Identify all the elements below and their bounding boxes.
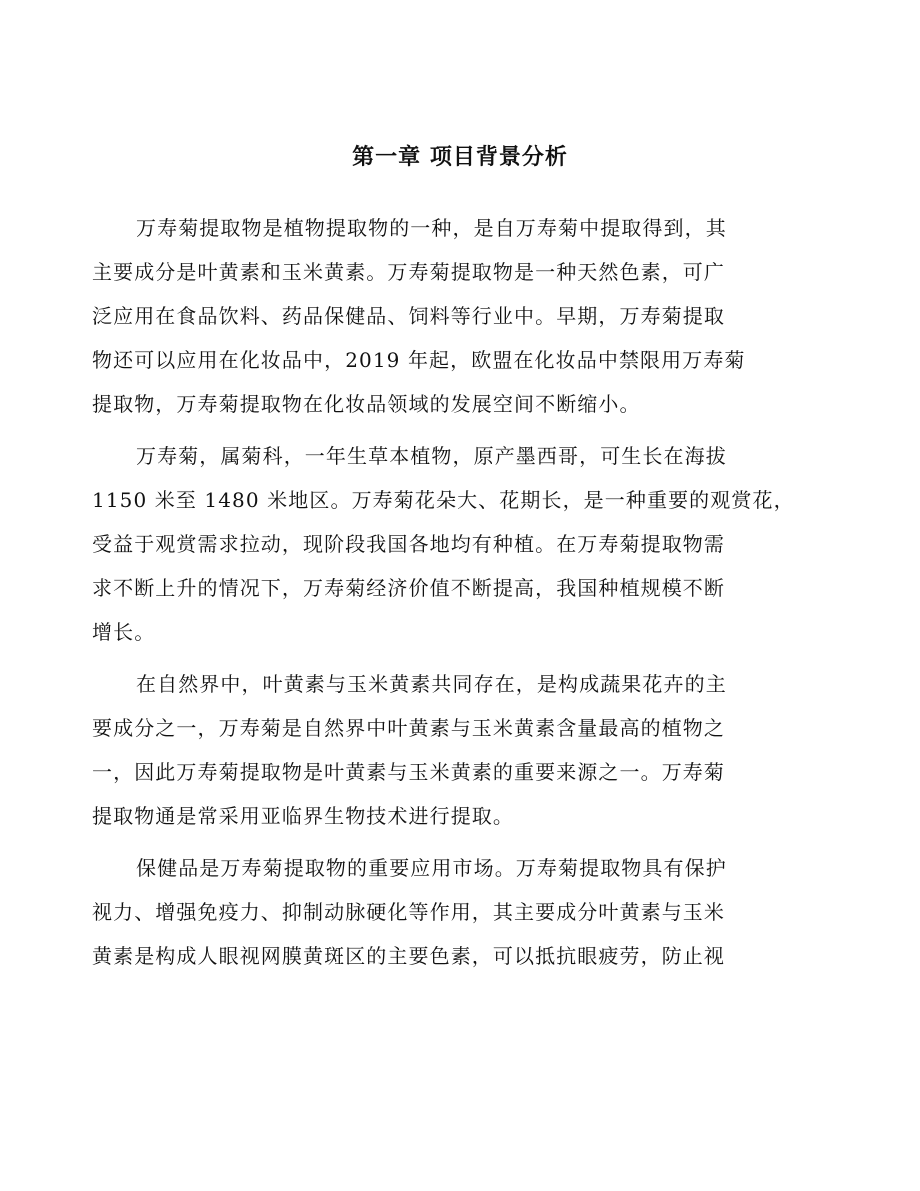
paragraph-line: 万寿菊提取物是植物提取物的一种，是自万寿菊中提取得到，其 (136, 216, 727, 240)
paragraph-line: 主要成分是叶黄素和玉米黄素。万寿菊提取物是一种天然色素，可广 (92, 260, 725, 284)
paragraph-2 (92, 434, 820, 654)
paragraph-1 (92, 206, 820, 426)
paragraph-line: 一，因此万寿菊提取物是叶黄素与玉米黄素的重要来源之一。万寿菊 (92, 760, 725, 784)
paragraph-line: 万寿菊，属菊科，一年生草本植物，原产墨西哥，可生长在海拔 (136, 444, 727, 468)
body-text (92, 206, 820, 978)
chapter-title: 第一章 项目背景分析 (352, 145, 568, 170)
paragraph-spacer (92, 654, 820, 662)
paragraph-line: 受益于观赏需求拉动，现阶段我国各地均有种植。在万寿菊提取物需 (92, 532, 725, 556)
paragraph-line: 提取物通是常采用亚临界生物技术进行提取。 (92, 804, 514, 828)
paragraph-line: 提取物，万寿菊提取物在化妆品领域的发展空间不断缩小。 (92, 392, 641, 416)
paragraph-line: 在自然界中，叶黄素与玉米黄素共同存在，是构成蔬果花卉的主 (136, 672, 727, 696)
paragraph-line: 增长。 (92, 620, 156, 644)
paragraph-spacer (92, 838, 820, 846)
paragraph-line: 视力、增强免疫力、抑制动脉硬化等作用，其主要成分叶黄素与玉米 (92, 900, 725, 924)
paragraph-line: 物还可以应用在化妆品中，2019 年起，欧盟在化妆品中禁限用万寿菊 (92, 348, 746, 372)
paragraph-spacer (92, 426, 820, 434)
paragraph-line: 保健品是万寿菊提取物的重要应用市场。万寿菊提取物具有保护 (136, 856, 727, 880)
paragraph-line: 泛应用在食品饮料、药品保健品、饲料等行业中。早期，万寿菊提取 (92, 304, 725, 328)
paragraph-line: 求不断上升的情况下，万寿菊经济价值不断提高，我国种植规模不断 (92, 576, 725, 600)
paragraph-4 (92, 846, 820, 978)
paragraph-3 (92, 662, 820, 838)
paragraph-line: 要成分之一，万寿菊是自然界中叶黄素与玉米黄素含量最高的植物之 (92, 716, 725, 740)
paragraph-line: 1150 米至 1480 米地区。万寿菊花朵大、花期长，是一种重要的观赏花， (92, 488, 795, 512)
paragraph-line: 黄素是构成人眼视网膜黄斑区的主要色素，可以抵抗眼疲劳，防止视 (92, 944, 725, 968)
